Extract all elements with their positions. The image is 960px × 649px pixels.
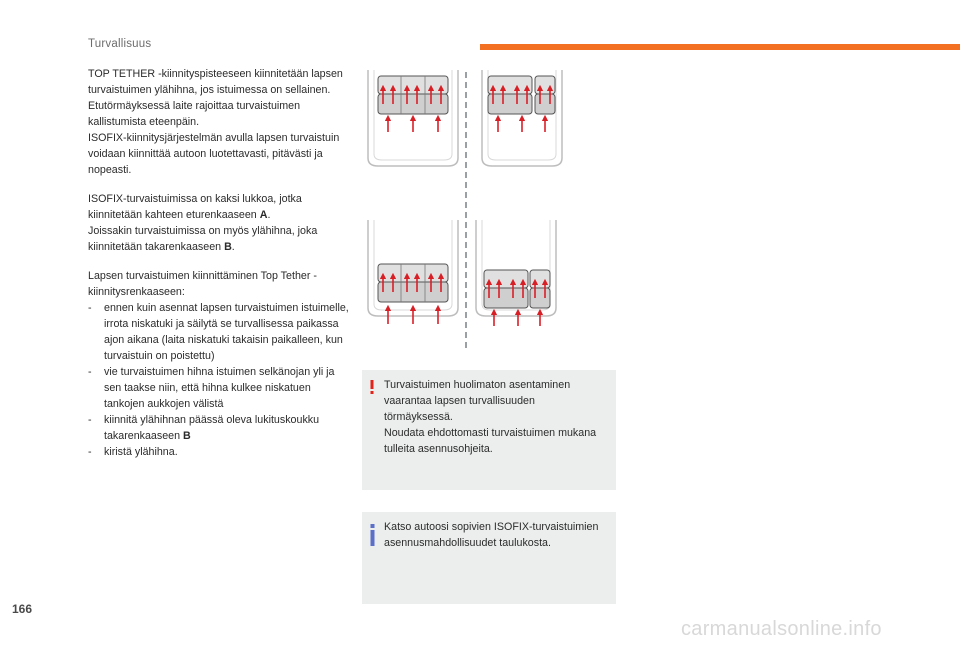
warning-line-1: Turvaistuimen huolimaton asentaminen vaarantaa lapsen turvallisuuden törmäyksessä. xyxy=(384,379,571,423)
list-item xyxy=(88,444,350,460)
warning-line-2: Noudata ehdottomasti turvaistuimen mukana tulleita asennusohjeita. xyxy=(384,427,597,455)
list-item xyxy=(88,412,350,444)
warning-box xyxy=(362,370,616,490)
text-fragment: ISOFIX-turvaistuimissa on kaksi lukkoa, jotka kiinnitetään kahteen eturenkaaseen xyxy=(88,193,302,221)
paragraph-isofix: ISOFIX-kiinnitysjärjestelmän avulla lapsen turvaistuin voidaan kiinnittää autoon luotettavasti, pitävästi ja nopeasti. xyxy=(88,132,340,176)
text-fragment: . xyxy=(267,209,271,221)
diagram-bench-split-bottom xyxy=(476,220,556,326)
list-item-text: kiristä ylähihna. xyxy=(104,446,178,458)
diagram-bench-split-top xyxy=(482,70,562,166)
paragraph-instructions-intro: Lapsen turvaistuimen kiinnittäminen Top Tether -kiinnitysrenkaaseen: xyxy=(88,270,317,298)
diagram-bench-3-seat-bottom xyxy=(368,220,458,324)
instruction-list xyxy=(88,300,350,460)
list-item xyxy=(88,300,350,364)
list-dash: - xyxy=(88,366,92,378)
label-a: A xyxy=(259,209,268,221)
text-fragment: Joissakin turvaistuimissa on myös ylähihna, joka kiinnitetään takarenkaaseen xyxy=(88,225,318,253)
info-text: Katso autoosi sopivien ISOFIX-turvaistuimien asennusmahdollisuudet taulukosta. xyxy=(384,521,599,549)
paragraph-isofix-locks xyxy=(88,191,350,223)
section-title: Turvallisuus xyxy=(88,38,152,50)
paragraph-top-strap xyxy=(88,223,350,255)
paragraph-top-tether: TOP TETHER -kiinnityspisteeseen kiinnitetään lapsen turvaistuimen ylähihna, jos istuimessa on sellainen. Etutörmäyksessä laite rajoittaa turvaistuimen kallistumista eteenpäin. xyxy=(88,68,343,128)
header-accent-bar xyxy=(480,44,960,50)
main-text-column xyxy=(88,66,350,460)
list-item-text: ennen kuin asennat lapsen turvaistuimen istuimelle, irrota niskatuki ja säilytä se turvallisessa paikassa ajon aikana (laita niskatuki takaisin paikalleen, kun turvaistuin on poistettu) xyxy=(104,302,349,362)
list-item-text: vie turvaistuimen hihna istuimen selkänojan yli ja sen taakse niin, että hihna kulkee niskatuen tankojen aukkojen välistä xyxy=(104,366,335,410)
label-b: B xyxy=(224,241,232,253)
list-dash: - xyxy=(88,414,92,426)
list-dash: - xyxy=(88,302,92,314)
watermark: carmanualsonline.info xyxy=(681,618,882,640)
info-box xyxy=(362,512,616,604)
info-icon xyxy=(370,524,375,546)
exclamation-icon xyxy=(370,380,374,394)
list-dash: - xyxy=(88,446,92,458)
isofix-seat-diagrams xyxy=(360,66,612,354)
page-number: 166 xyxy=(12,602,33,616)
diagram-bench-3-seat-top xyxy=(368,70,458,166)
text-fragment: . xyxy=(231,241,235,253)
list-item-text: kiinnitä ylähihnan päässä oleva lukituskoukku takarenkaaseen xyxy=(104,414,320,442)
label-b: B xyxy=(183,430,191,442)
list-item xyxy=(88,364,350,412)
warning-text xyxy=(384,377,606,457)
